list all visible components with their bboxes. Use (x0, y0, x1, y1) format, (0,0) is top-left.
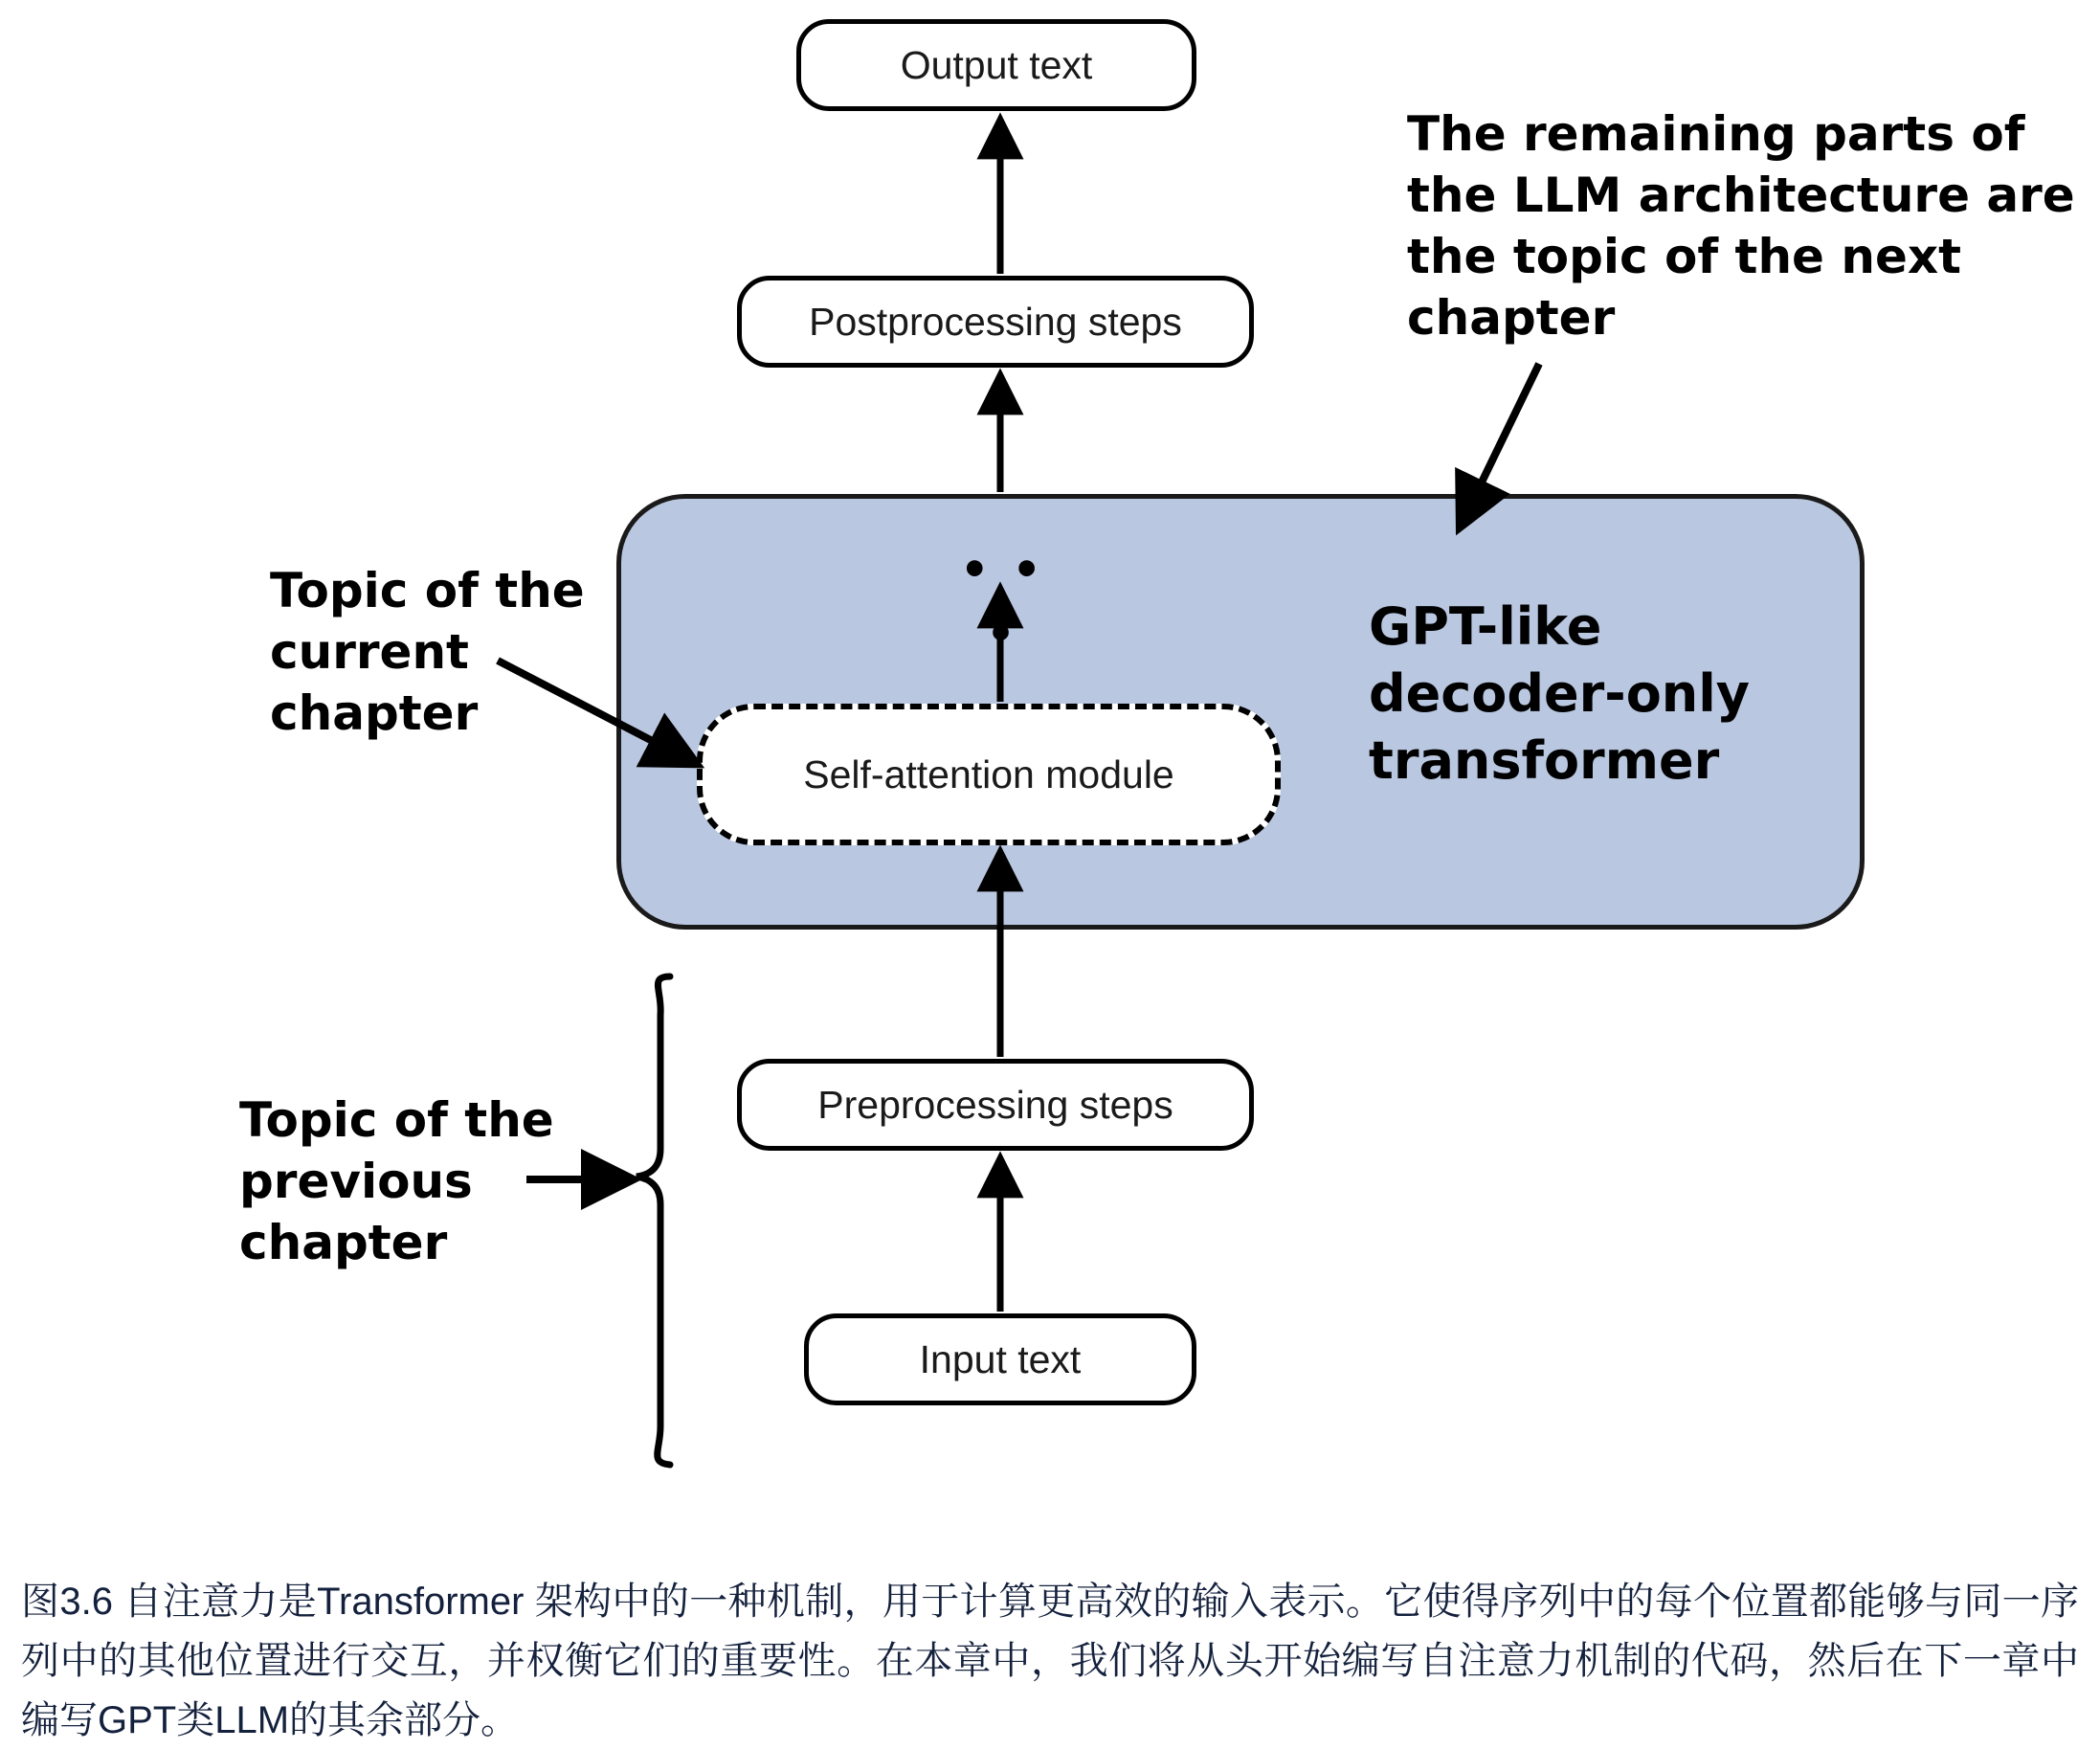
transformer-block-label (1369, 594, 1847, 796)
transformer-block-label-line-3: transformer (1369, 730, 1720, 792)
output-text-label: Output text (900, 42, 1093, 87)
input-text-box (804, 1313, 1196, 1405)
ellipsis-dots: • • • (965, 537, 1045, 663)
brace-previous-chapter (637, 976, 670, 1465)
annotation-next-chapter: The remaining parts of the LLM architecture are the topic of the next chapter (1407, 106, 2075, 346)
annotation-current-chapter: Topic of the current chapter (270, 563, 585, 741)
preprocessing-steps-label: Preprocessing steps (817, 1082, 1173, 1127)
annotation-previous-chapter: Topic of the previous chapter (239, 1092, 554, 1270)
postprocessing-steps-label: Postprocessing steps (809, 299, 1182, 344)
figure-caption: 图3.6 自注意力是Transformer 架构中的一种机制，用于计算更高效的输入表示。它使得序列中的每个位置都能够与同一序列中的其他位置进行交互，并权衡它们的重要性。在本章中，我们将从头开始编写自注意力机制的代码，然后在下一章中编写GPT类LLM的其余部分。 (21, 1581, 2079, 1741)
output-text-box (796, 19, 1196, 111)
input-text-label: Input text (919, 1336, 1082, 1381)
transformer-block-label-line-1: GPT-like (1369, 596, 1602, 657)
preprocessing-steps-box (737, 1059, 1254, 1151)
self-attention-module-box (697, 704, 1281, 845)
transformer-block-label-line-2: decoder-only (1369, 663, 1750, 725)
self-attention-module-label: Self-attention module (803, 752, 1174, 796)
postprocessing-steps-box (737, 276, 1254, 368)
